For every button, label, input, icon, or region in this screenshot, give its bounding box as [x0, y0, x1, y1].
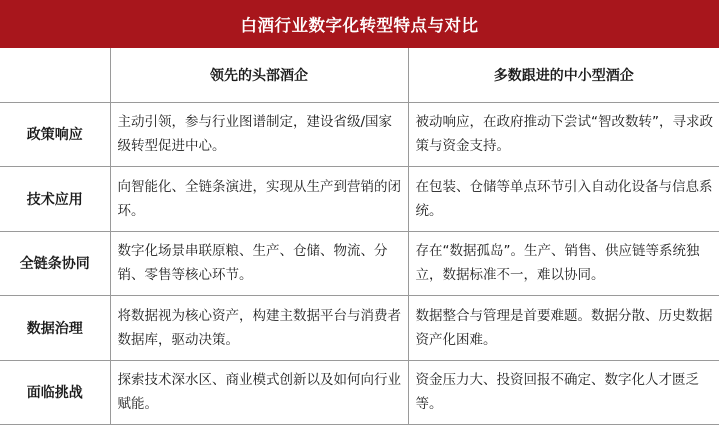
table-row — [0, 102, 719, 167]
following-cell: 数据整合与管理是首要难题。数据分散、历史数据资产化困难。 — [408, 296, 719, 361]
header-cell-following: 多数跟进的中小型酒企 — [408, 48, 719, 102]
leading-cell: 将数据视为核心资产，构建主数据平台与消费者数据库，驱动决策。 — [110, 296, 408, 361]
following-cell: 在包装、仓储等单点环节引入自动化设备与信息系统。 — [408, 167, 719, 232]
row-label: 技术应用 — [0, 167, 110, 232]
comparison-table — [0, 48, 719, 425]
table-row — [0, 360, 719, 425]
header-cell-blank — [0, 48, 110, 102]
table-title: 白酒行业数字化转型特点与对比 — [0, 0, 719, 48]
row-label: 政策响应 — [0, 102, 110, 167]
leading-cell: 数字化场景串联原粮、生产、仓储、物流、分销、零售等核心环节。 — [110, 231, 408, 296]
following-cell: 被动响应，在政府推动下尝试“智改数转”，寻求政策与资金支持。 — [408, 102, 719, 167]
leading-cell: 向智能化、全链条演进，实现从生产到营销的闭环。 — [110, 167, 408, 232]
table-row — [0, 167, 719, 232]
row-label: 数据治理 — [0, 296, 110, 361]
table-row — [0, 231, 719, 296]
row-label: 全链条协同 — [0, 231, 110, 296]
row-label: 面临挑战 — [0, 360, 110, 425]
following-cell: 存在“数据孤岛”。生产、销售、供应链等系统独立，数据标准不一，难以协同。 — [408, 231, 719, 296]
header-row — [0, 48, 719, 102]
leading-cell: 探索技术深水区、商业模式创新以及如何向行业赋能。 — [110, 360, 408, 425]
following-cell: 资金压力大、投资回报不确定、数字化人才匮乏等。 — [408, 360, 719, 425]
header-cell-leading: 领先的头部酒企 — [110, 48, 408, 102]
table-row — [0, 296, 719, 361]
leading-cell: 主动引领，参与行业图谱制定，建设省级/国家级转型促进中心。 — [110, 102, 408, 167]
